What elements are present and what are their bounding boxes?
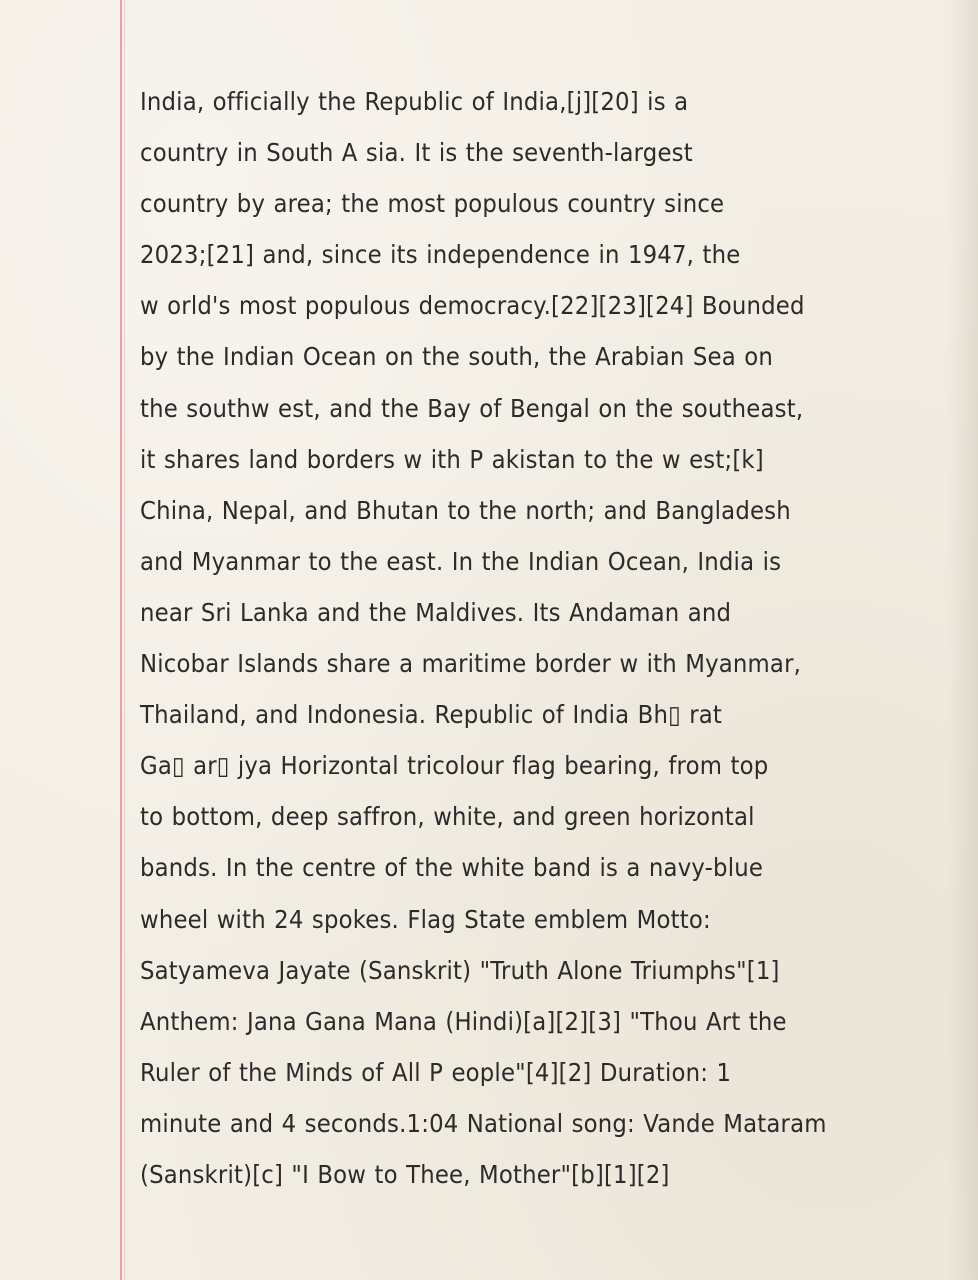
text-line: Thailand, and Indonesia. Republic of India Bh▯ rat [140, 700, 723, 730]
margin-line [120, 0, 122, 1280]
text-line: to bottom, deep saffron, white, and green horizontal [140, 802, 755, 832]
text-line: bands. In the centre of the white band is a navy-blue [140, 853, 764, 883]
text-line: China, Nepal, and Bhutan to the north; and Bangladesh [140, 495, 791, 525]
text-line: (Sanskrit)[c] "I Bow to Thee, Mother"[b][1][2] [140, 1159, 670, 1189]
text-line: the southw est, and the Bay of Bengal on the southeast, [140, 393, 804, 423]
page-edge-shade [948, 0, 978, 1280]
margin-line-shadow [124, 0, 125, 1280]
text-line: country in South A sia. It is the seventh-largest [140, 138, 693, 168]
text-line: it shares land borders w ith P akistan to the w est;[k] [140, 444, 764, 474]
text-line: Anthem: Jana Gana Mana (Hindi)[a][2][3] "Thou Art the [140, 1006, 787, 1036]
text-line: and Myanmar to the east. In the Indian Ocean, India is [140, 546, 782, 576]
handwritten-text [140, 76, 898, 1200]
text-line: near Sri Lanka and the Maldives. Its Andaman and [140, 597, 732, 627]
text-line: w orld's most populous democracy.[22][23][24] Bounded [140, 291, 805, 321]
text-line: Ga▯ ar▯ jya Horizontal tricolour flag bearing, from top [140, 751, 769, 781]
text-line: India, officially the Republic of India,[j][20] is a [140, 87, 689, 116]
text-line: minute and 4 seconds.1:04 National song: Vande Mataram [140, 1108, 827, 1138]
text-line: Satyameva Jayate (Sanskrit) "Truth Alone Triumphs"[1] [140, 955, 780, 985]
text-line: 2023;[21] and, since its independence in 1947, the [140, 240, 741, 270]
text-line: Nicobar Islands share a maritime border w ith Myanmar, [140, 649, 802, 679]
text-line: wheel with 24 spokes. Flag State emblem Motto: [140, 904, 711, 934]
text-line: Ruler of the Minds of All P eople"[4][2] Duration: 1 [140, 1057, 732, 1087]
text-line: country by area; the most populous country since [140, 189, 725, 219]
text-line: by the Indian Ocean on the south, the Arabian Sea on [140, 342, 773, 372]
